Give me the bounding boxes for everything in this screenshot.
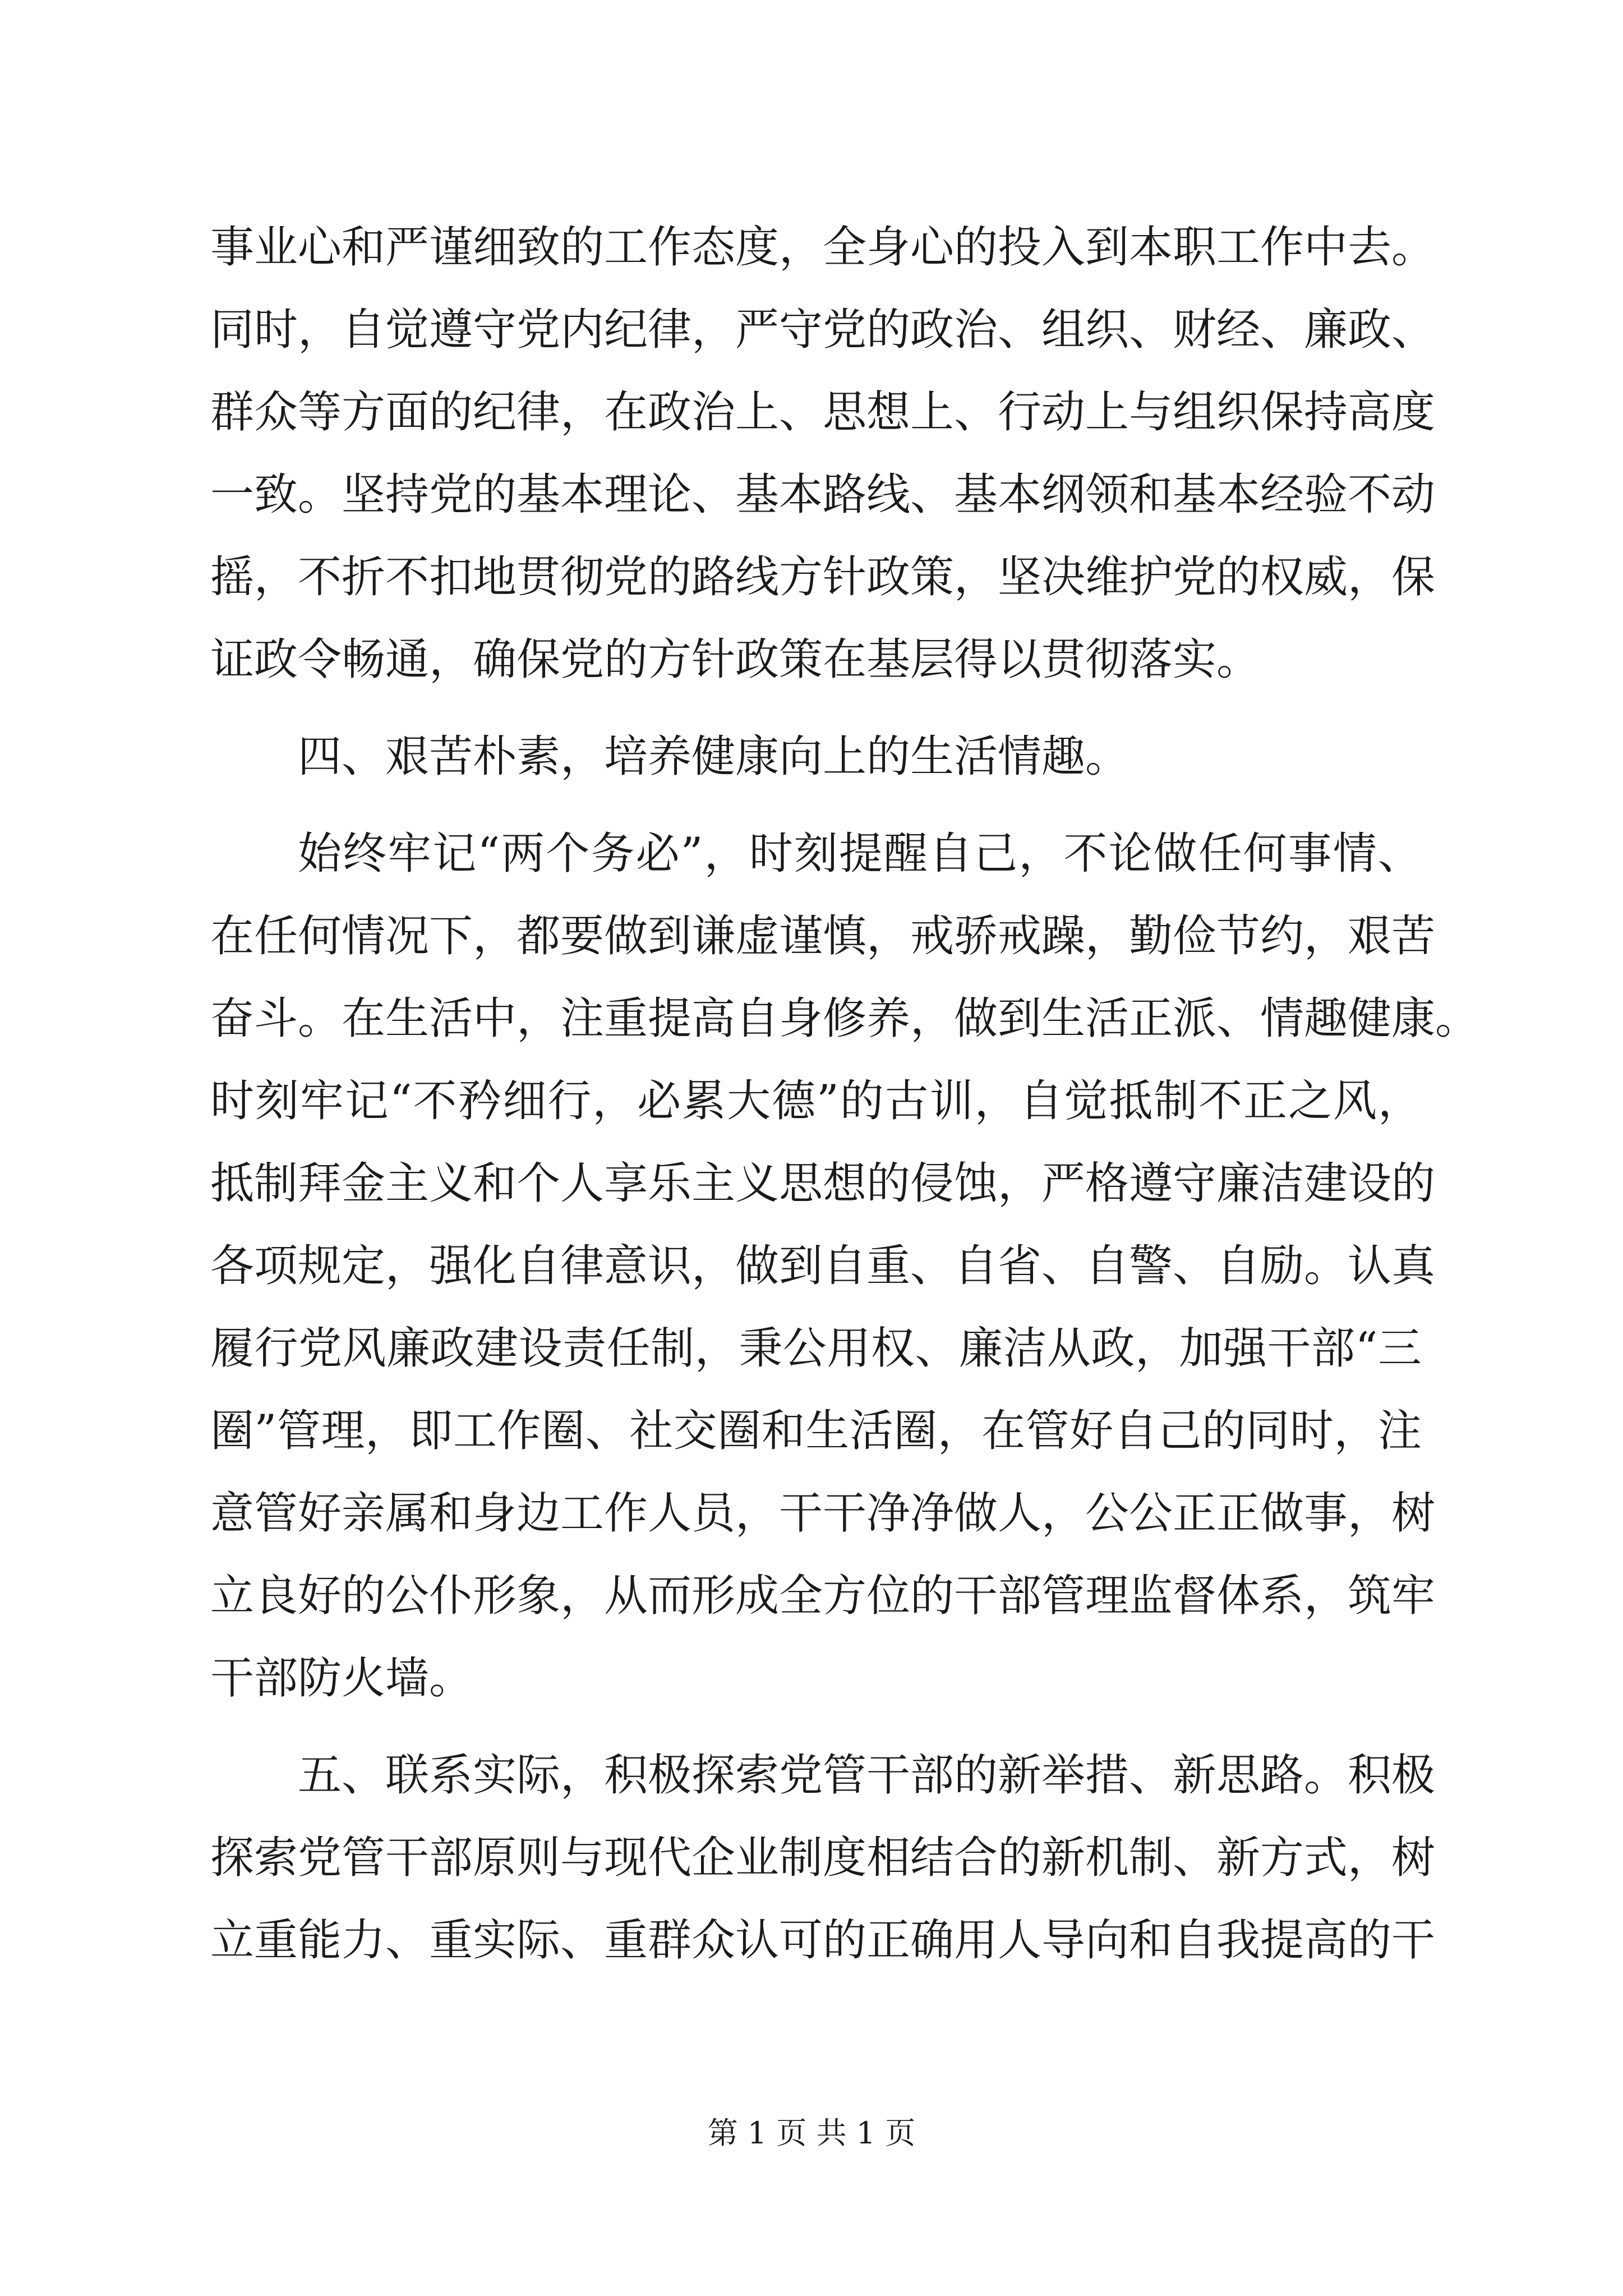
body-line: 探索党管干部原则与现代企业制度相结合的新机制、新方式，树 (210, 1833, 1436, 1883)
section-heading-five: 五、联系实际，积极探索党管干部的新举措、新思路。积极 (298, 1750, 1436, 1801)
body-line: 圈”管理，即工作圈、社交圈和生活圈，在管好自己的同时，注 (210, 1406, 1422, 1456)
body-line: 时刻牢记“不矜细行，必累大德”的古训，自觉抵制不正之风， (210, 1076, 1422, 1126)
body-line: 证政令畅通，确保党的方针政策在基层得以贯彻落实。 (210, 634, 1261, 685)
section-heading-four: 四、艰苦朴素，培养健康向上的生活情趣。 (298, 731, 1129, 782)
body-line: 立良好的公仆形象，从而形成全方位的干部管理监督体系，筑牢 (210, 1571, 1436, 1621)
body-line: 一致。坚持党的基本理论、基本路线、基本纲领和基本经验不动 (210, 470, 1436, 520)
body-line: 履行党风廉政建设责任制，秉公用权、廉洁从政，加强干部“三 (210, 1323, 1422, 1374)
document-body (210, 206, 1479, 1982)
body-line: 摇，不折不扣地贯彻党的路线方针政策，坚决维护党的权威，保 (210, 552, 1436, 602)
body-line: 干部防火墙。 (210, 1653, 473, 1704)
page-footer: 第 1 页 共 1 页 (707, 2115, 916, 2151)
body-line: 群众等方面的纪律，在政治上、思想上、行动上与组织保持高度 (210, 387, 1436, 438)
body-line: 抵制拜金主义和个人享乐主义思想的侵蚀，严格遵守廉洁建设的 (210, 1158, 1436, 1209)
body-line: 各项规定，强化自律意识，做到自重、自省、自警、自励。认真 (210, 1241, 1436, 1291)
body-line: 立重能力、重实际、重群众认可的正确用人导向和自我提高的干 (210, 1915, 1436, 1966)
body-line: 意管好亲属和身边工作人员，干干净净做人，公公正正做事，树 (210, 1488, 1436, 1539)
body-line: 事业心和严谨细致的工作态度，全身心的投入到本职工作中去。 (210, 222, 1436, 273)
body-line: 奋斗。在生活中，注重提高自身修养，做到生活正派、情趣健康。 (210, 993, 1479, 1044)
body-line: 同时，自觉遵守党内纪律，严守党的政治、组织、财经、廉政、 (210, 305, 1436, 355)
body-line: 在任何情况下，都要做到谦虚谨慎，戒骄戒躁，勤俭节约，艰苦 (210, 911, 1436, 961)
paragraph-start-line: 始终牢记“两个务必”，时刻提醒自己，不论做任何事情、 (298, 829, 1422, 879)
